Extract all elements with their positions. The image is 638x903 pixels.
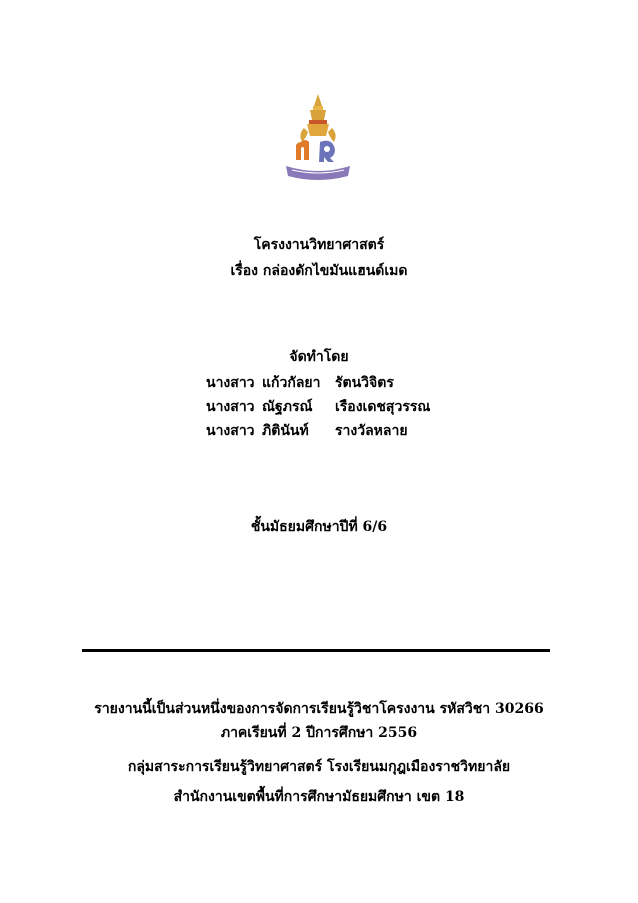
author-1-first: แก้วกัลยา [262, 375, 321, 391]
project-subject: เรื่อง กล่องดักไขมันแฮนด์เมด [230, 263, 408, 279]
footer-semester-line: ภาคเรียนที่ 2 ปีการศึกษา 2556 [220, 725, 418, 741]
footer-course-line: รายงานนี้เป็นส่วนหนึ่งของการจัดการเรียนรู้วิชาโครงงาน รหัสวิชา 30266 [94, 701, 544, 717]
author-3-first: ภิตินันท์ [262, 423, 309, 439]
prepared-by-label: จัดทำโดย [289, 349, 349, 365]
footer-district-line: สำนักงานเขตพื้นที่การศึกษามัธยมศึกษา เขต 18 [173, 789, 465, 805]
author-3-last: รางวัลหลาย [335, 423, 408, 439]
divider-line [82, 649, 550, 652]
author-3-prefix: นางสาว [206, 423, 255, 439]
footer-department-line: กลุ่มสาระการเรียนรู้วิทยาศาสตร์ โรงเรียนมกุฎเมืองราชวิทยาลัย [127, 759, 511, 775]
project-type-title: โครงงานวิทยาศาสตร์ [253, 237, 385, 253]
author-2-prefix: นางสาว [206, 399, 255, 415]
author-2-first: ณัฐภรณ์ [262, 399, 313, 415]
author-1-prefix: นางสาว [206, 375, 255, 391]
author-2-last: เรืองเดชสุวรรณ [335, 399, 431, 415]
author-1-last: รัตนวิจิตร [335, 375, 394, 391]
school-emblem [268, 92, 368, 188]
grade-level: ชั้นมัธยมศึกษาปีที่ 6/6 [250, 519, 388, 535]
